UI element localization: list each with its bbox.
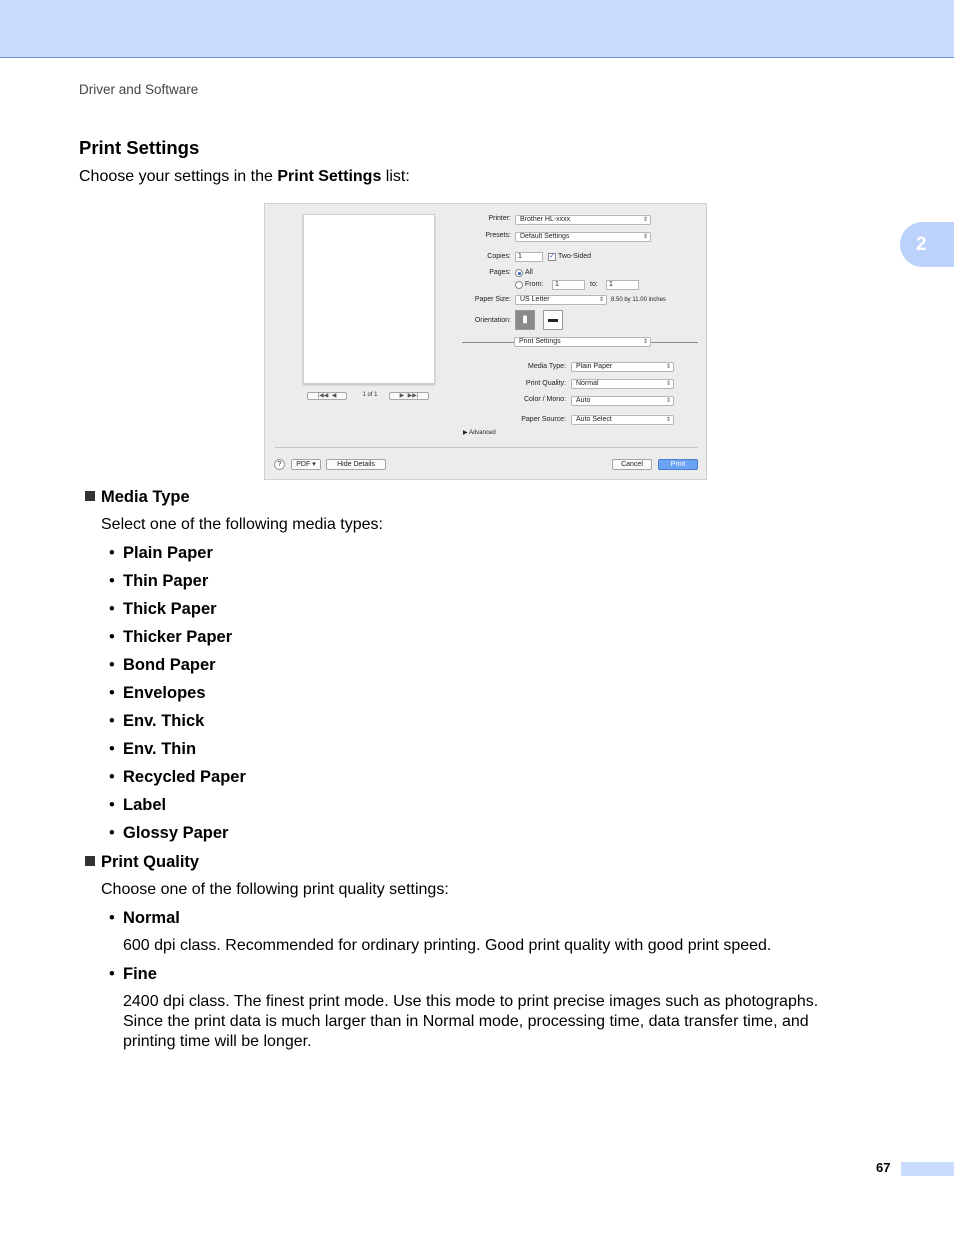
print-quality-label: Print Quality: [525,380,566,387]
landscape-orientation-button[interactable]: ▬ [543,310,563,330]
two-sided-label: Two-Sided [558,253,592,260]
paper-size-label: Paper Size: [474,296,511,303]
list-item: • Recycled Paper [109,768,246,786]
page-count: 1 of 1 [362,392,378,398]
list-item: • Fine [109,965,157,983]
cancel-button[interactable]: Cancel [612,459,652,470]
list-item: • Plain Paper [109,544,213,562]
list-item: • Label [109,796,167,814]
list-item: • Env. Thin [109,740,197,758]
square-bullet-icon [85,856,95,866]
fine-description-line-1: 2400 dpi class. The finest print mode. Use this mode to print precise images such as photographs. [123,993,819,1010]
print-dialog-screenshot [264,203,707,480]
pdf-button[interactable]: PDF ▾ [291,459,321,470]
paper-size-dimensions: 8.50 by 11.00 inches [611,297,666,303]
print-quality-select[interactable]: Normal ⇕ [571,379,674,389]
list-item: • Thick Paper [109,600,217,618]
pages-label: Pages: [489,269,511,276]
list-item: • Glossy Paper [109,824,229,842]
top-band [0,0,954,58]
pages-from-label: From: [525,281,544,288]
fine-description-line-2: Since the print data is much larger than in Normal mode, processing time, data transfer time, and [123,1013,809,1030]
prev-page-button[interactable]: |◀◀ ◀ [307,392,347,400]
copies-field[interactable]: 1 [515,252,543,262]
media-type-heading: Media Type [85,488,190,507]
next-page-button[interactable]: ▶ ▶▶| [389,392,429,400]
print-button[interactable]: Print [658,459,698,470]
fine-description-line-3: printing time will be longer. [123,1033,312,1050]
chapter-tab: 2 [900,222,954,267]
color-mono-label: Color / Mono: [523,396,566,403]
portrait-orientation-button[interactable]: ▮ [515,310,535,330]
media-type-intro: Select one of the following media types: [101,516,383,533]
list-item: • Bond Paper [109,656,216,674]
normal-description: 600 dpi class. Recommended for ordinary printing. Good print quality with good print speed. [123,937,772,954]
intro-text: Choose your settings in the Print Settings list: [79,168,410,185]
pages-from-radio[interactable] [515,281,523,289]
page-title: Print Settings [79,137,200,158]
orientation-label: Orientation: [474,317,511,324]
paper-source-label: Paper Source: [521,416,566,423]
paper-size-select[interactable]: US Letter ⇕ [515,295,607,305]
page-band [901,1162,954,1176]
print-quality-heading: Print Quality [85,853,199,872]
square-bullet-icon [85,491,95,501]
disclosure-triangle-icon: ▶ [463,430,468,436]
copies-label: Copies: [487,253,511,260]
to-field[interactable]: 1 [606,280,639,290]
pages-all-radio[interactable] [515,269,523,277]
printer-label: Printer: [488,215,511,222]
list-item: • Env. Thick [109,712,205,730]
help-button[interactable]: ? [274,459,285,470]
separator-left [462,342,514,343]
media-type-select[interactable]: Plain Paper ⇕ [571,362,674,372]
pages-to-label: to: [590,281,598,288]
list-item: • Normal [109,909,180,927]
print-quality-intro: Choose one of the following print quality settings: [101,881,449,898]
from-field[interactable]: 1 [552,280,585,290]
page-number: 67 [876,1160,891,1175]
color-mono-select[interactable]: Auto ⇕ [571,396,674,406]
list-item: • Thin Paper [109,572,209,590]
separator-right [651,342,698,343]
running-header: Driver and Software [79,82,199,97]
two-sided-checkbox[interactable]: ✓ [549,253,555,260]
advanced-disclosure[interactable]: ▶ Advanced [463,430,496,436]
presets-select[interactable]: Default Settings ⇕ [515,232,651,242]
list-item: • Thicker Paper [109,628,233,646]
hide-details-button[interactable]: Hide Details [326,459,386,470]
media-type-label: Media Type: [527,363,566,370]
footer-separator [275,447,698,448]
chevron-down-icon: ▾ [312,461,316,468]
paper-source-select[interactable]: Auto Select ⇕ [571,415,674,425]
printer-select[interactable]: Brother HL-xxxx ⇕ [515,215,651,225]
list-item: • Envelopes [109,684,206,702]
pages-all-label: All [525,269,533,276]
panel-select[interactable]: Print Settings ⇕ [514,337,651,347]
presets-label: Presets: [485,232,511,239]
